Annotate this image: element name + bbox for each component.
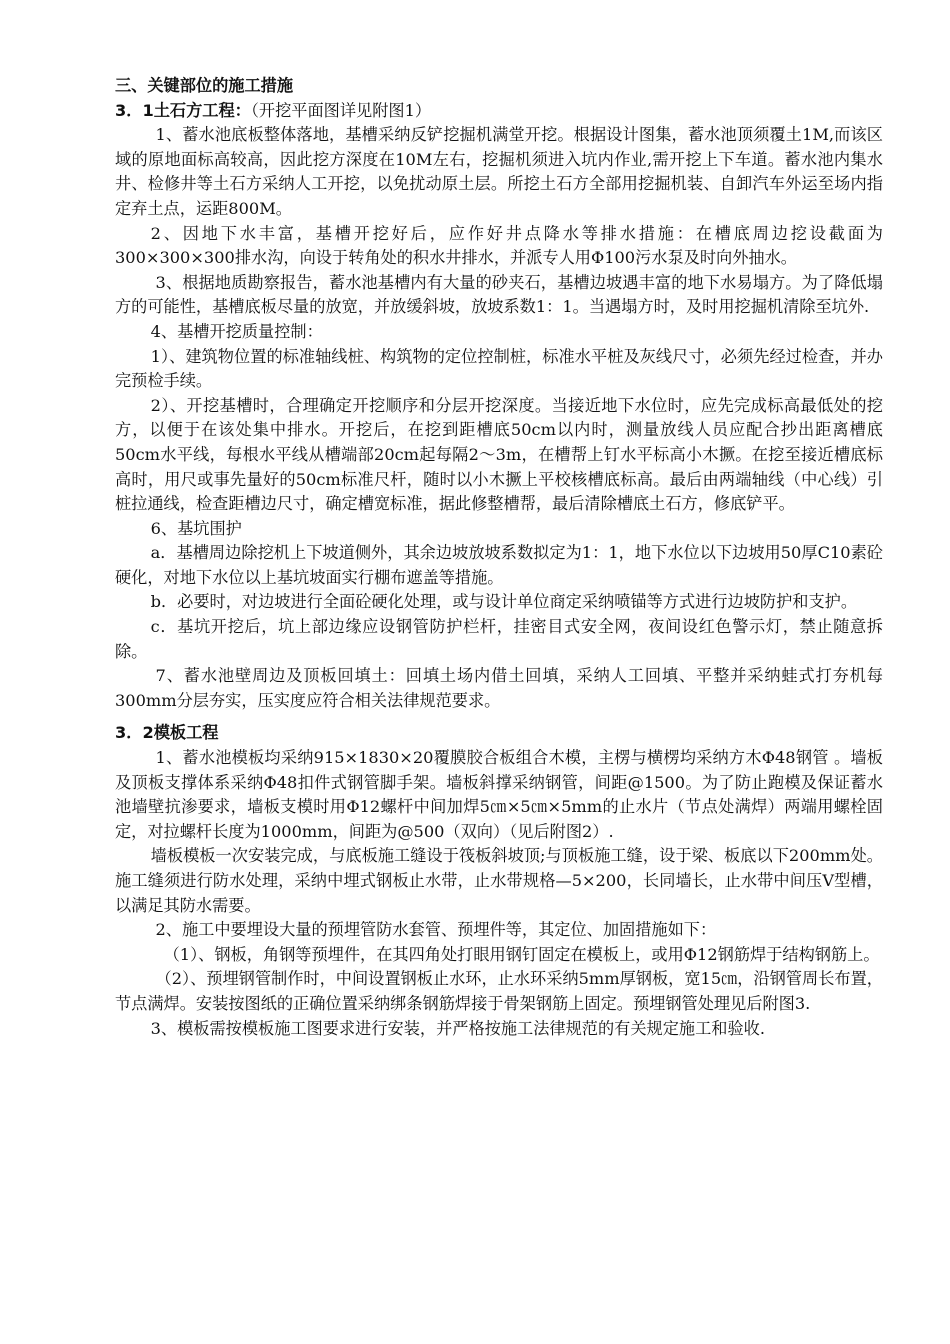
paragraph-32-3-1: （1）、钢板，角钢等预埋件，在其四角处打眼用钢钉固定在模板上，或用Φ12钢筋焊于结构钢筋上。: [163, 944, 880, 964]
paragraph-31-4-1: 1）、建筑物位置的标准轴线桩、构筑物的定位控制桩，标准水平桩及灰线尺寸，必须先经过检查，并办完预检手续。: [115, 346, 883, 391]
paragraph-31-4-2: 2）、开挖基槽时，合理确定开挖顺序和分层开挖深度。当接近地下水位时，应先完成标高最低处的挖方，以便于在该处集中排水。开挖后，在挖到距槽底50cm以内时，测量放线人员应配合抄出距离槽底50cm水平线，每根水平线从槽端部20cm起每隔2～3m，在槽帮上钉水平标高小木撅。在挖至接近槽底标高时，用尺或事先量好的50cm标准尺杆，随时以小木撅上平校核槽底标高。最后由两端轴线（中心线）引桩拉通线，检查距槽边尺寸，确定槽宽标准，据此修整槽帮，最后清除槽底土石方，修底铲平。: [115, 395, 883, 514]
document-page: [115, 74, 883, 1041]
subsection-31-note: （开挖平面图详见附图1）: [250, 100, 432, 120]
paragraph-32-3: 2、施工中要埋设大量的预埋管防水套管、预埋件等，其定位、加固措施如下：: [155, 920, 717, 940]
paragraph-32-1: 1、蓄水池模板均采纳915×1830×20覆膜胶合板组合木模，主楞与横楞均采纳方木Φ48钢管 。墙板及顶板支撑体系采纳Φ48扣件式钢管脚手架。墙板斜撑采纳钢管，间距@1500。为了防止跑模及保证蓄水池墙壁抗渗要求，墙板支模时用Φ12螺杆中间加焊5㎝×5㎝×5mm的止水片（节点处满焊）两端用螺栓固定，对拉螺杆长度为1000mm，间距为@500（双向）（见后附图2）.: [115, 748, 883, 841]
subsection-31-header: [115, 99, 883, 124]
paragraph-31-3: 3、根据地质勘察报告，蓄水池基槽内有大量的砂夹石，基槽边坡遇丰富的地下水易塌方。为了降低塌方的可能性，基槽底板尽量的放宽，并放缓斜坡，放坡系数1：1。当遇塌方时，及时用挖掘机清除至坑外.: [115, 272, 883, 317]
paragraph-31-6c: c．基坑开挖后，坑上部边缘应设钢管防护栏杆，挂密目式安全网，夜间设红色警示灯，禁止随意拆除。: [115, 617, 883, 661]
paragraph-32-2: 墙板模板一次安装完成，与底板施工缝设于筏板斜坡顶;与顶板施工缝，设于梁、板底以下200mm处。施工缝须进行防水处理，采纳中埋式钢板止水带，止水带规格—5×200，长同墙长，止水带中间压V型槽，以满足其防水需要。: [115, 846, 883, 915]
paragraph-32-4: 3、模板需按模板施工图要求进行安装，并严格按施工法律规范的有关规定施工和验收.: [150, 1018, 766, 1038]
paragraph-31-6b: b．必要时，对边坡进行全面砼硬化处理，或与设计单位商定采纳喷锚等方式进行边坡防护和支护。: [150, 592, 858, 612]
paragraph-31-2: 2、因地下水丰富，基槽开挖好后，应作好井点降水等排水措施：在槽底周边挖设截面为300×300×300排水沟，向设于转角处的积水井排水，并派专人用Φ100污水泵及时向外抽水。: [115, 223, 883, 268]
subsection-31-heading: 3．1土石方工程：: [115, 100, 251, 120]
subsection-32-heading: 3．2模板工程: [115, 723, 219, 743]
paragraph-31-7: 7、蓄水池壁周边及顶板回填土：回填土场内借土回填，采纳人工回填、平整并采纳蛙式打夯机每300mm分层夯实，压实度应符合相关法律规范要求。: [115, 666, 883, 710]
paragraph-31-6a: a．基槽周边除挖机上下坡道侧外，其余边坡放坡系数拟定为1：1，地下水位以下边坡用50厚C10素砼硬化，对地下水位以上基坑坡面实行棚布遮盖等措施。: [115, 543, 883, 587]
section-title: 三、关键部位的施工措施: [115, 76, 294, 95]
paragraph-31-4: 4、基槽开挖质量控制：: [150, 321, 323, 341]
paragraph-32-3-2: （2）、预埋钢管制作时，中间设置钢板止水环，止水环采纳5mm厚钢板，宽15㎝，沿钢管周长布置，节点满焊。安装按图纸的正确位置采纳绑条钢筋焊接于骨架钢筋上固定。预埋钢管处理见后附图3.: [115, 969, 883, 1013]
paragraph-31-1: 1、蓄水池底板整体落地，基槽采纳反铲挖掘机满堂开挖。根据设计图集，蓄水池顶须覆土1M,而该区域的原地面标高较高，因此挖方深度在10M左右，挖掘机须进入坑内作业,需开挖上下车道。蓄水池内集水井、检修井等土石方采纳人工开挖，以免扰动原土层。所挖土石方全部用挖掘机装、自卸汽车外运至场内指定弃土点，运距800M。: [115, 125, 883, 218]
paragraph-31-6: 6、基坑围护: [150, 518, 242, 538]
